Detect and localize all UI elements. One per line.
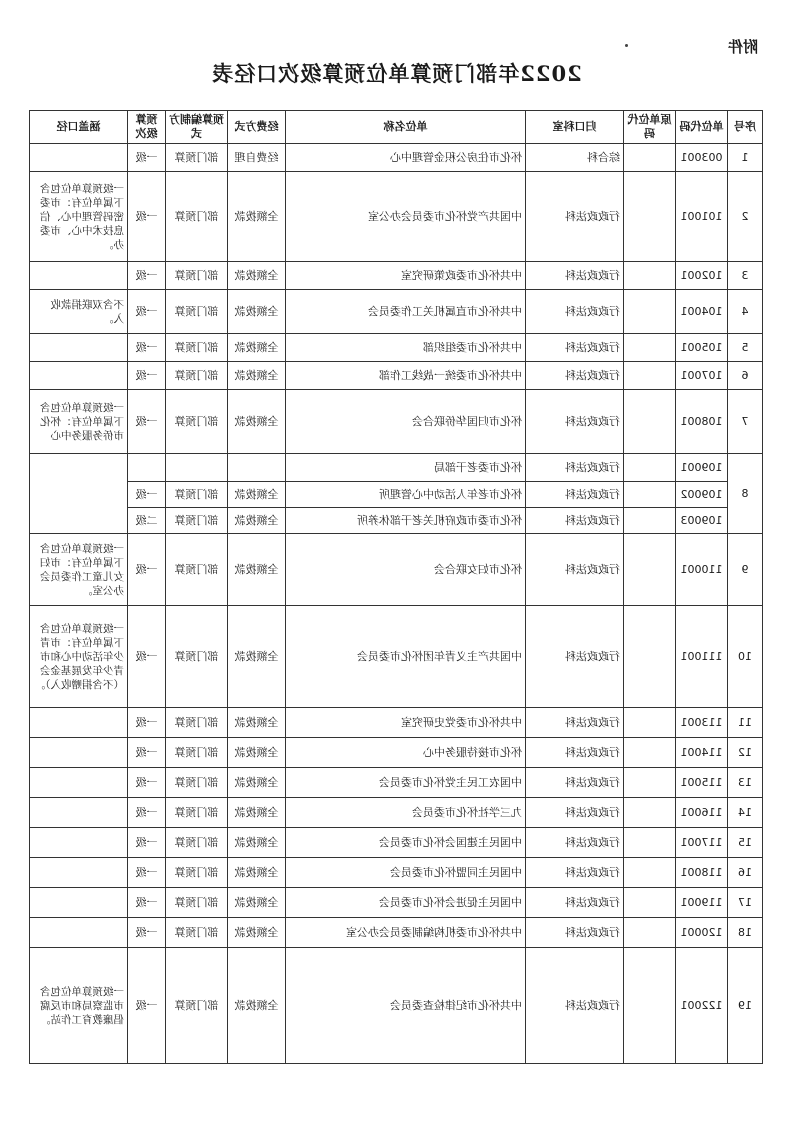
cell-level: 一级 xyxy=(128,888,166,918)
cell-orig xyxy=(624,144,676,172)
header-funding: 经费方式 xyxy=(228,111,286,144)
cell-code: 109003 xyxy=(676,508,728,534)
table-row xyxy=(30,708,763,738)
cell-method: 部门预算 xyxy=(166,768,228,798)
header-level: 预算级次 xyxy=(128,111,166,144)
table-row xyxy=(30,918,763,948)
cell-scope xyxy=(30,738,128,768)
cell-seq: 10 xyxy=(728,606,763,708)
cell-dept: 行政政法科 xyxy=(526,798,624,828)
cell-scope xyxy=(30,708,128,738)
header-unit-name: 单位名称 xyxy=(286,111,526,144)
cell-orig xyxy=(624,708,676,738)
cell-dept: 行政政法科 xyxy=(526,948,624,1064)
cell-dept: 行政政法科 xyxy=(526,290,624,334)
cell-funding: 全额拨款 xyxy=(228,334,286,362)
cell-code: 111001 xyxy=(676,606,728,708)
cell-method: 部门预算 xyxy=(166,858,228,888)
cell-scope: 一级预算单位包含下属单位有：市青少年活动中心和市青少年发展基金会（不含捐赠收入）。 xyxy=(30,606,128,708)
cell-seq: 5 xyxy=(728,334,763,362)
cell-seq: 2 xyxy=(728,172,763,262)
cell-level: 一级 xyxy=(128,534,166,606)
cell-method: 部门预算 xyxy=(166,828,228,858)
cell-dept: 行政政法科 xyxy=(526,508,624,534)
cell-dept: 行政政法科 xyxy=(526,172,624,262)
cell-seq: 14 xyxy=(728,798,763,828)
cell-seq: 13 xyxy=(728,768,763,798)
table-row xyxy=(30,768,763,798)
cell-dept: 行政政法科 xyxy=(526,606,624,708)
cell-code: 113001 xyxy=(676,708,728,738)
cell-dept: 行政政法科 xyxy=(526,334,624,362)
cell-scope xyxy=(30,768,128,798)
cell-name: 怀化市老年人活动中心管理所 xyxy=(286,482,526,508)
cell-name: 中共怀化市委统一战线工作部 xyxy=(286,362,526,390)
cell-method: 部门预算 xyxy=(166,508,228,534)
attachment-label: 附件 xyxy=(727,38,758,56)
cell-name: 怀化市妇女联合会 xyxy=(286,534,526,606)
cell-seq: 18 xyxy=(728,918,763,948)
cell-name: 怀化市委市政府机关老干部休养所 xyxy=(286,508,526,534)
cell-dept: 行政政法科 xyxy=(526,482,624,508)
cell-funding: 全额拨款 xyxy=(228,828,286,858)
header-dept: 归口科室 xyxy=(526,111,624,144)
header-orig-code: 原单位代码 xyxy=(624,111,676,144)
cell-orig xyxy=(624,290,676,334)
cell-orig xyxy=(624,768,676,798)
table-row xyxy=(30,738,763,768)
table-row xyxy=(30,362,763,390)
cell-seq: 8 xyxy=(728,454,763,534)
table-row xyxy=(30,606,763,708)
cell-seq: 11 xyxy=(728,708,763,738)
cell-scope xyxy=(30,888,128,918)
cell-funding xyxy=(228,454,286,482)
cell-name: 中共怀化市委政策研究室 xyxy=(286,262,526,290)
cell-funding: 全额拨款 xyxy=(228,508,286,534)
cell-method: 部门预算 xyxy=(166,888,228,918)
cell-name: 中国民主同盟怀化市委员会 xyxy=(286,858,526,888)
cell-level: 一级 xyxy=(128,334,166,362)
cell-funding: 全额拨款 xyxy=(228,708,286,738)
cell-method: 部门预算 xyxy=(166,606,228,708)
cell-funding: 全额拨款 xyxy=(228,948,286,1064)
cell-name: 中国民主建国会怀化市委员会 xyxy=(286,828,526,858)
cell-code: 104001 xyxy=(676,290,728,334)
cell-dept: 行政政法科 xyxy=(526,262,624,290)
cell-seq: 4 xyxy=(728,290,763,334)
table-row xyxy=(30,798,763,828)
cell-level: 一级 xyxy=(128,606,166,708)
cell-code: 102001 xyxy=(676,262,728,290)
cell-dept: 行政政法科 xyxy=(526,858,624,888)
cell-level: 二级 xyxy=(128,508,166,534)
cell-method: 部门预算 xyxy=(166,534,228,606)
header-scope: 涵盖口径 xyxy=(30,111,128,144)
cell-funding: 全额拨款 xyxy=(228,606,286,708)
cell-method: 部门预算 xyxy=(166,334,228,362)
cell-orig xyxy=(624,172,676,262)
cell-code: 108001 xyxy=(676,390,728,454)
cell-scope: 一级预算单位包含下属单位有：怀化市侨务服务中心 xyxy=(30,390,128,454)
table-row xyxy=(30,888,763,918)
table-row xyxy=(30,390,763,454)
cell-scope: 不含双联捐款收入。 xyxy=(30,290,128,334)
header-unit-code: 单位代码 xyxy=(676,111,728,144)
cell-dept: 行政政法科 xyxy=(526,362,624,390)
cell-name: 怀化市接待服务中心 xyxy=(286,738,526,768)
cell-name: 中国民主促进会怀化市委员会 xyxy=(286,888,526,918)
cell-method: 部门预算 xyxy=(166,798,228,828)
cell-name: 九三学社怀化市委员会 xyxy=(286,798,526,828)
cell-orig xyxy=(624,858,676,888)
cell-name: 怀化市归国华侨联合会 xyxy=(286,390,526,454)
cell-code: 107001 xyxy=(676,362,728,390)
cell-seq: 9 xyxy=(728,534,763,606)
cell-name: 中共怀化市委机构编制委员会办公室 xyxy=(286,918,526,948)
table-row xyxy=(30,828,763,858)
cell-method: 部门预算 xyxy=(166,172,228,262)
cell-name: 中国共产主义青年团怀化市委员会 xyxy=(286,606,526,708)
cell-level: 一级 xyxy=(128,362,166,390)
cell-level: 一级 xyxy=(128,768,166,798)
cell-scope xyxy=(30,144,128,172)
cell-code: 109002 xyxy=(676,482,728,508)
cell-funding: 全额拨款 xyxy=(228,858,286,888)
cell-seq: 15 xyxy=(728,828,763,858)
cell-method: 部门预算 xyxy=(166,390,228,454)
cell-name: 中共怀化市委党史研究室 xyxy=(286,708,526,738)
cell-seq: 19 xyxy=(728,948,763,1064)
cell-orig xyxy=(624,888,676,918)
cell-code: 117001 xyxy=(676,828,728,858)
cell-method: 部门预算 xyxy=(166,362,228,390)
cell-name: 怀化市委老干部局 xyxy=(286,454,526,482)
cell-method: 部门预算 xyxy=(166,918,228,948)
page-title: 2022年部门预算单位预算级次口径表 xyxy=(211,61,582,86)
cell-scope xyxy=(30,858,128,888)
cell-code: 110001 xyxy=(676,534,728,606)
cell-scope xyxy=(30,798,128,828)
cell-orig xyxy=(624,606,676,708)
cell-name: 怀化市住房公积金管理中心 xyxy=(286,144,526,172)
cell-level: 一级 xyxy=(128,738,166,768)
cell-scope xyxy=(30,918,128,948)
cell-scope: 一级预算单位包含市监察局和市反腐倡廉教育工作站。 xyxy=(30,948,128,1064)
cell-level: 一级 xyxy=(128,482,166,508)
cell-funding: 全额拨款 xyxy=(228,738,286,768)
cell-code: 120001 xyxy=(676,918,728,948)
table-row xyxy=(30,858,763,888)
cell-orig xyxy=(624,362,676,390)
cell-funding: 全额拨款 xyxy=(228,768,286,798)
table-header-row xyxy=(30,111,763,144)
table-row xyxy=(30,172,763,262)
cell-level: 一级 xyxy=(128,828,166,858)
cell-scope xyxy=(30,828,128,858)
cell-scope xyxy=(30,262,128,290)
table-row xyxy=(30,144,763,172)
cell-level: 一级 xyxy=(128,144,166,172)
cell-funding: 全额拨款 xyxy=(228,534,286,606)
cell-funding: 全额拨款 xyxy=(228,888,286,918)
cell-seq: 1 xyxy=(728,144,763,172)
table-row xyxy=(30,482,763,508)
cell-orig xyxy=(624,334,676,362)
cell-name: 中共怀化市纪律检查委员会 xyxy=(286,948,526,1064)
cell-orig xyxy=(624,262,676,290)
cell-method: 部门预算 xyxy=(166,948,228,1064)
cell-name: 中国共产党怀化市委员会办公室 xyxy=(286,172,526,262)
scan-speck xyxy=(625,44,628,47)
cell-orig xyxy=(624,482,676,508)
cell-dept: 行政政法科 xyxy=(526,918,624,948)
table-row xyxy=(30,534,763,606)
cell-level: 一级 xyxy=(128,918,166,948)
cell-code: 115001 xyxy=(676,768,728,798)
cell-scope: 一级预算单位包含下属单位有：市妇女儿童工作委员会办公室。 xyxy=(30,534,128,606)
cell-code: 122001 xyxy=(676,948,728,1064)
cell-code: 105001 xyxy=(676,334,728,362)
cell-code: 116001 xyxy=(676,798,728,828)
budget-level-table xyxy=(29,110,763,1064)
cell-dept: 行政政法科 xyxy=(526,708,624,738)
cell-level: 一级 xyxy=(128,708,166,738)
cell-orig xyxy=(624,918,676,948)
cell-method: 部门预算 xyxy=(166,290,228,334)
cell-scope xyxy=(30,362,128,390)
cell-funding: 全额拨款 xyxy=(228,798,286,828)
cell-dept: 综合科 xyxy=(526,144,624,172)
cell-code: 119001 xyxy=(676,888,728,918)
cell-orig xyxy=(624,508,676,534)
cell-level: 一级 xyxy=(128,798,166,828)
cell-name: 中国农工民主党怀化市委员会 xyxy=(286,768,526,798)
cell-level: 一级 xyxy=(128,948,166,1064)
cell-funding: 全额拨款 xyxy=(228,290,286,334)
cell-orig xyxy=(624,828,676,858)
cell-code: 101001 xyxy=(676,172,728,262)
cell-scope xyxy=(30,454,128,534)
cell-orig xyxy=(624,798,676,828)
table-row xyxy=(30,508,763,534)
cell-orig xyxy=(624,948,676,1064)
cell-method xyxy=(166,454,228,482)
table-row xyxy=(30,454,763,482)
cell-name: 中共怀化市委组织部 xyxy=(286,334,526,362)
cell-orig xyxy=(624,390,676,454)
cell-dept: 行政政法科 xyxy=(526,828,624,858)
cell-level: 一级 xyxy=(128,262,166,290)
cell-dept: 行政政法科 xyxy=(526,768,624,798)
cell-method: 部门预算 xyxy=(166,738,228,768)
cell-orig xyxy=(624,534,676,606)
table-row xyxy=(30,334,763,362)
cell-level: 一级 xyxy=(128,172,166,262)
cell-dept: 行政政法科 xyxy=(526,888,624,918)
cell-dept: 行政政法科 xyxy=(526,534,624,606)
cell-level: 一级 xyxy=(128,290,166,334)
cell-orig xyxy=(624,738,676,768)
cell-code: 114001 xyxy=(676,738,728,768)
table-row xyxy=(30,262,763,290)
cell-funding: 全额拨款 xyxy=(228,362,286,390)
cell-funding: 全额拨款 xyxy=(228,482,286,508)
cell-level: 一级 xyxy=(128,390,166,454)
cell-funding: 全额拨款 xyxy=(228,172,286,262)
cell-level: 一级 xyxy=(128,858,166,888)
cell-method: 部门预算 xyxy=(166,482,228,508)
cell-funding: 经费自理 xyxy=(228,144,286,172)
header-seq: 序号 xyxy=(728,111,763,144)
cell-seq: 12 xyxy=(728,738,763,768)
table-row xyxy=(30,948,763,1064)
cell-method: 部门预算 xyxy=(166,144,228,172)
cell-level xyxy=(128,454,166,482)
cell-dept: 行政政法科 xyxy=(526,390,624,454)
cell-code: 118001 xyxy=(676,858,728,888)
cell-code: 109001 xyxy=(676,454,728,482)
cell-dept: 行政政法科 xyxy=(526,454,624,482)
cell-seq: 7 xyxy=(728,390,763,454)
cell-seq: 16 xyxy=(728,858,763,888)
cell-method: 部门预算 xyxy=(166,708,228,738)
cell-code: 003001 xyxy=(676,144,728,172)
header-method: 预算编制方式 xyxy=(166,111,228,144)
cell-funding: 全额拨款 xyxy=(228,918,286,948)
cell-orig xyxy=(624,454,676,482)
cell-dept: 行政政法科 xyxy=(526,738,624,768)
cell-seq: 6 xyxy=(728,362,763,390)
table-row xyxy=(30,290,763,334)
cell-name: 中共怀化市直属机关工作委员会 xyxy=(286,290,526,334)
cell-funding: 全额拨款 xyxy=(228,262,286,290)
cell-funding: 全额拨款 xyxy=(228,390,286,454)
cell-method: 部门预算 xyxy=(166,262,228,290)
cell-scope: 一级预算单位包含下属单位有：市委密码管理中心、信息技术中心、市委办。 xyxy=(30,172,128,262)
cell-seq: 17 xyxy=(728,888,763,918)
cell-seq: 3 xyxy=(728,262,763,290)
cell-scope xyxy=(30,334,128,362)
